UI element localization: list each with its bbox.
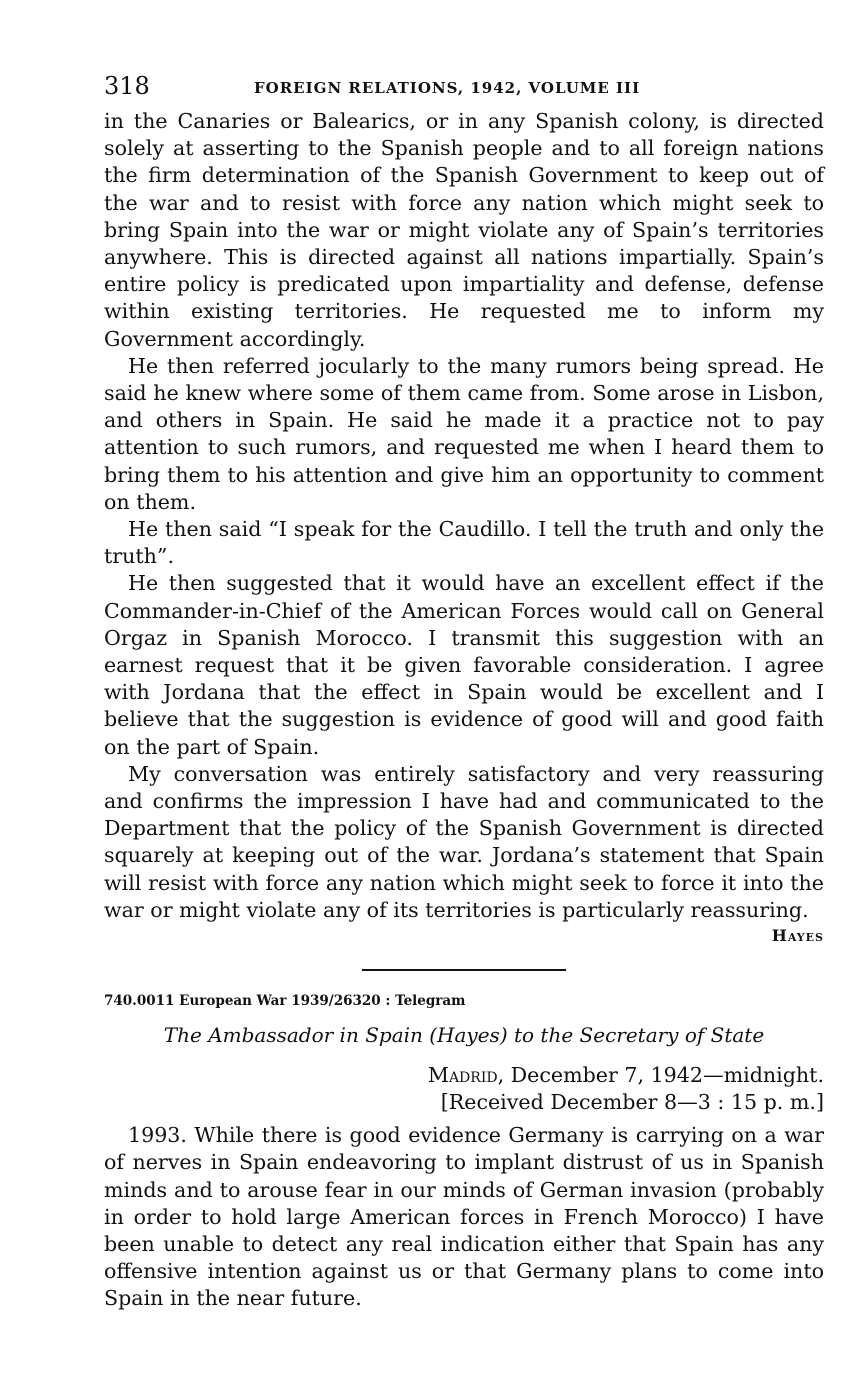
page-number: 318 bbox=[104, 72, 150, 100]
section-divider bbox=[362, 969, 566, 971]
place-name: Madrid bbox=[427, 1063, 498, 1088]
paragraph: in the Canaries or Balearics, or in any Spanish colony, is directed solely at asserting to the Spanish people and to all foreign nations the firm determination of the Spanish Government to keep out of the war and to resist with force any nation which might seek to bring Spain into the war or might violate any of Spain’s territories anywhere. This is directed against all nations impartially. Spain’s entire policy is predicated upon impartiality and defense, defense within existing territories. He requested me to inform my Government accordingly. bbox=[104, 109, 824, 351]
paragraph: He then said “I speak for the Caudillo. I tell the truth and only the truth”. bbox=[104, 517, 824, 569]
document-page bbox=[104, 68, 824, 1313]
paragraph: 1993. While there is good evidence Germany is carrying on a war of nerves in Spain endeavoring to implant distrust of us in Spanish minds and to arouse fear in our minds of German invasion (probably in order to hold large American forces in French Morocco) I have been unable to detect any real indication either that Spain has any offensive intention against us or that Germany plans to come into Spain in the near future. bbox=[104, 1123, 824, 1311]
running-header bbox=[104, 68, 824, 108]
file-reference: 740.0011 European War 1939/26320 : Telegram bbox=[104, 993, 466, 1010]
paragraph: My conversation was entirely satisfactory and very reassuring and confirms the impression I have had and communicated to the Department that the policy of the Spanish Government is directed squarely at keeping out of the war. Jordana’s statement that Spain will resist with force any nation which might seek to force it into the war or might violate any of its territories is particularly reassuring. bbox=[104, 761, 824, 922]
date-line bbox=[104, 1062, 824, 1089]
running-header-title: FOREIGN RELATIONS, 1942, VOLUME III bbox=[254, 79, 641, 97]
dateline bbox=[104, 1062, 824, 1116]
signature: Hayes bbox=[771, 926, 824, 946]
received-line: [Received December 8—3 : 15 p. m.] bbox=[440, 1090, 824, 1115]
paragraph: He then suggested that it would have an excellent effect if the Commander-in-Chief of the American Forces would call on General Orgaz in Spanish Morocco. I transmit this suggestion with an earnest request that it be given favorable consideration. I agree with Jordana that the effect in Spain would be excellent and I believe that the suggestion is evidence of good will and good faith on the part of Spain. bbox=[104, 571, 824, 759]
telegram-body bbox=[104, 1122, 824, 1312]
date-text: , December 7, 1942—midnight. bbox=[497, 1063, 824, 1088]
document-title: The Ambassador in Spain (Hayes) to the Secretary of State bbox=[163, 1023, 765, 1048]
paragraph: He then referred jocularly to the many rumors being spread. He said he knew where some of them came from. Some arose in Lisbon, and others in Spain. He said he made it a practice not to pay attention to such rumors, and requested me when I heard them to bring them to his attention and give him an opportunity to comment on them. bbox=[104, 353, 824, 514]
body-text bbox=[104, 108, 824, 924]
